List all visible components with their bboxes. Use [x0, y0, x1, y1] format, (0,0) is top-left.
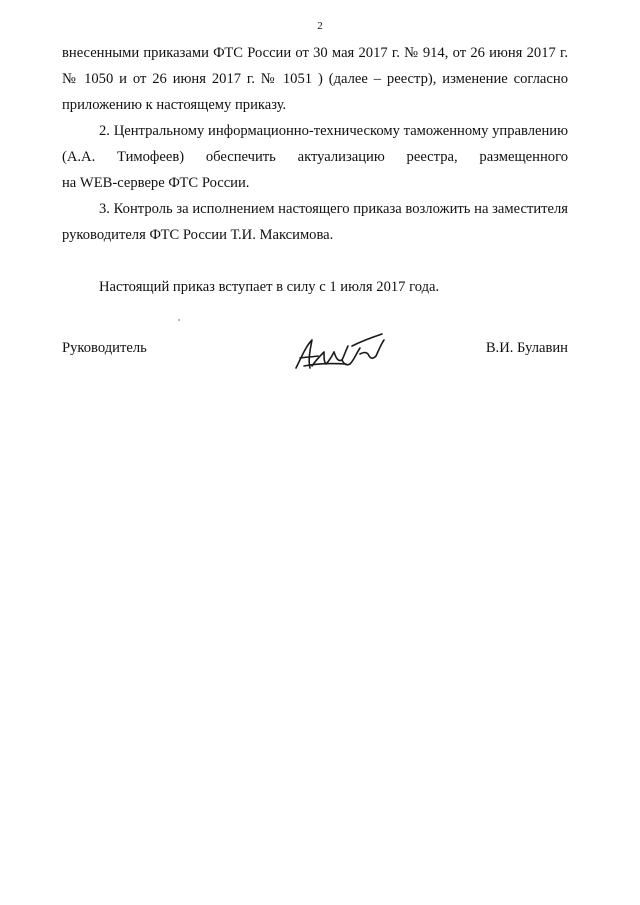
paragraph-line: на WEB-сервере ФТС России. — [62, 175, 250, 191]
paragraph-item-2 — [62, 118, 568, 196]
paragraph-line: 2. Центральному информационно-техническому таможенному управлению — [99, 123, 568, 139]
paragraph-line: внесенными приказами ФТС России от 30 мая 2017 г. № 914, от 26 июня 2017 г. — [62, 45, 568, 61]
paragraph-line: 3. Контроль за исполнением настоящего приказа возложить на заместителя — [99, 201, 568, 217]
paragraph-spacer — [62, 248, 568, 274]
signatory-name: В.И. Булавин — [485, 340, 568, 356]
paragraph-line: приложению к настоящему приказу. — [62, 97, 287, 113]
paragraph-line: руководителя ФТС России Т.И. Максимова. — [62, 227, 334, 243]
signature-block — [62, 330, 568, 374]
paragraph-line: № 1050 и от 26 июня 2017 г. № 1051 ) (далее – реестр), изменение согласно — [62, 71, 568, 87]
signatory-role: Руководитель — [62, 340, 147, 356]
handwritten-signature-icon — [290, 330, 390, 374]
paragraph-item-3 — [62, 196, 568, 248]
page-number: 2 — [317, 20, 323, 32]
scan-speck — [178, 319, 180, 321]
paragraph-registry-amendments — [62, 40, 568, 118]
paragraph-effective-date — [62, 274, 568, 300]
paragraph-line: (А.А. Тимофеев) обеспечить актуализацию реестра, размещенного — [62, 149, 568, 165]
paragraph-line: Настоящий приказ вступает в силу с 1 июля 2017 года. — [99, 279, 440, 295]
document-body — [62, 40, 568, 300]
